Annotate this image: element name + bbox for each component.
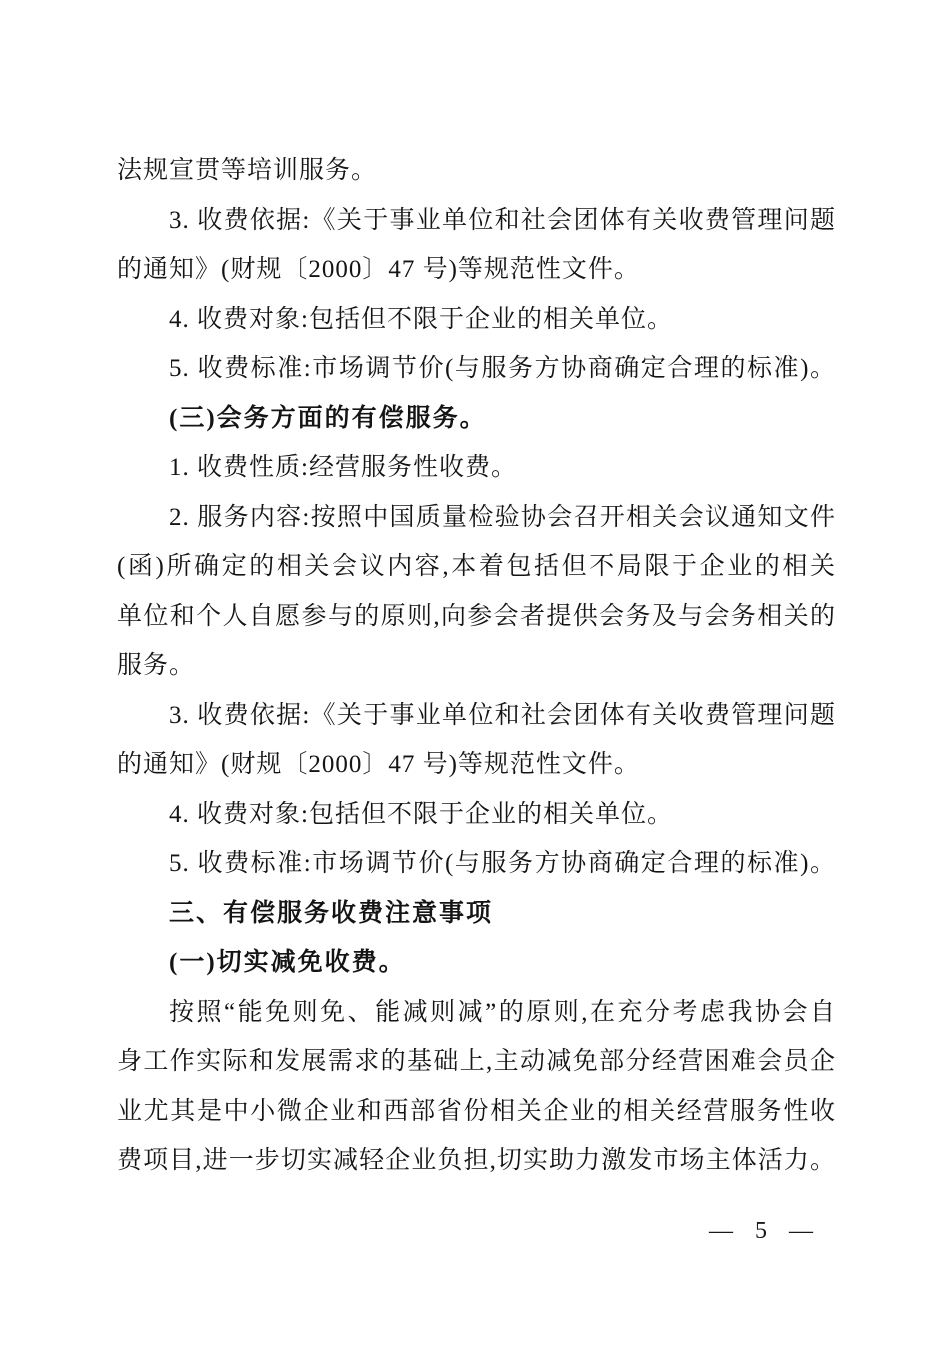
- list-item-fee-standard: 5. 收费标准:市场调节价(与服务方协商确定合理的标准)。: [169, 850, 836, 877]
- text-line: 服务。: [117, 652, 196, 679]
- text-line: 的通知》(财规〔2000〕47 号)等规范性文件。: [117, 256, 640, 283]
- list-item-fee-basis: 3. 收费依据:《关于事业单位和社会团体有关收费管理问题: [169, 206, 836, 234]
- page-number: — 5 —: [709, 1218, 821, 1244]
- list-item-fee-nature: 1. 收费性质:经营服务性收费。: [169, 454, 517, 481]
- section-heading-fee-notes: 三、有偿服务收费注意事项: [169, 898, 494, 927]
- list-item-fee-target: 4. 收费对象:包括但不限于企业的相关单位。: [169, 305, 673, 333]
- text-line: 法规宣贯等培训服务。: [117, 157, 378, 184]
- text-line: 单位和个人自愿参与的原则,向参会者提供会务及与会务相关的: [117, 602, 836, 630]
- subsection-heading-fee-reduction: (一)切实减免收费。: [169, 949, 406, 976]
- text-line: 按照“能免则免、能减则减”的原则,在充分考虑我协会自: [169, 998, 836, 1026]
- text-line: 的通知》(财规〔2000〕47 号)等规范性文件。: [117, 751, 640, 778]
- subsection-heading-meeting-services: (三)会务方面的有偿服务。: [169, 404, 487, 432]
- list-item-fee-standard: 5. 收费标准:市场调节价(与服务方协商确定合理的标准)。: [169, 355, 836, 382]
- text-line: (函)所确定的相关会议内容,本着包括但不局限于企业的相关: [117, 553, 836, 580]
- list-item-fee-target: 4. 收费对象:包括但不限于企业的相关单位。: [169, 800, 673, 828]
- text-line: 业尤其是中小微企业和西部省份相关企业的相关经营服务性收: [117, 1097, 836, 1125]
- document-body: [117, 146, 836, 1186]
- list-item-fee-basis: 3. 收费依据:《关于事业单位和社会团体有关收费管理问题: [169, 701, 836, 729]
- list-item-service-content: 2. 服务内容:按照中国质量检验协会召开相关会议通知文件: [169, 503, 836, 531]
- text-line: 身工作实际和发展需求的基础上,主动减免部分经营困难会员企: [117, 1048, 836, 1075]
- text-line: 费项目,进一步切实减轻企业负担,切实助力激发市场主体活力。: [117, 1147, 836, 1174]
